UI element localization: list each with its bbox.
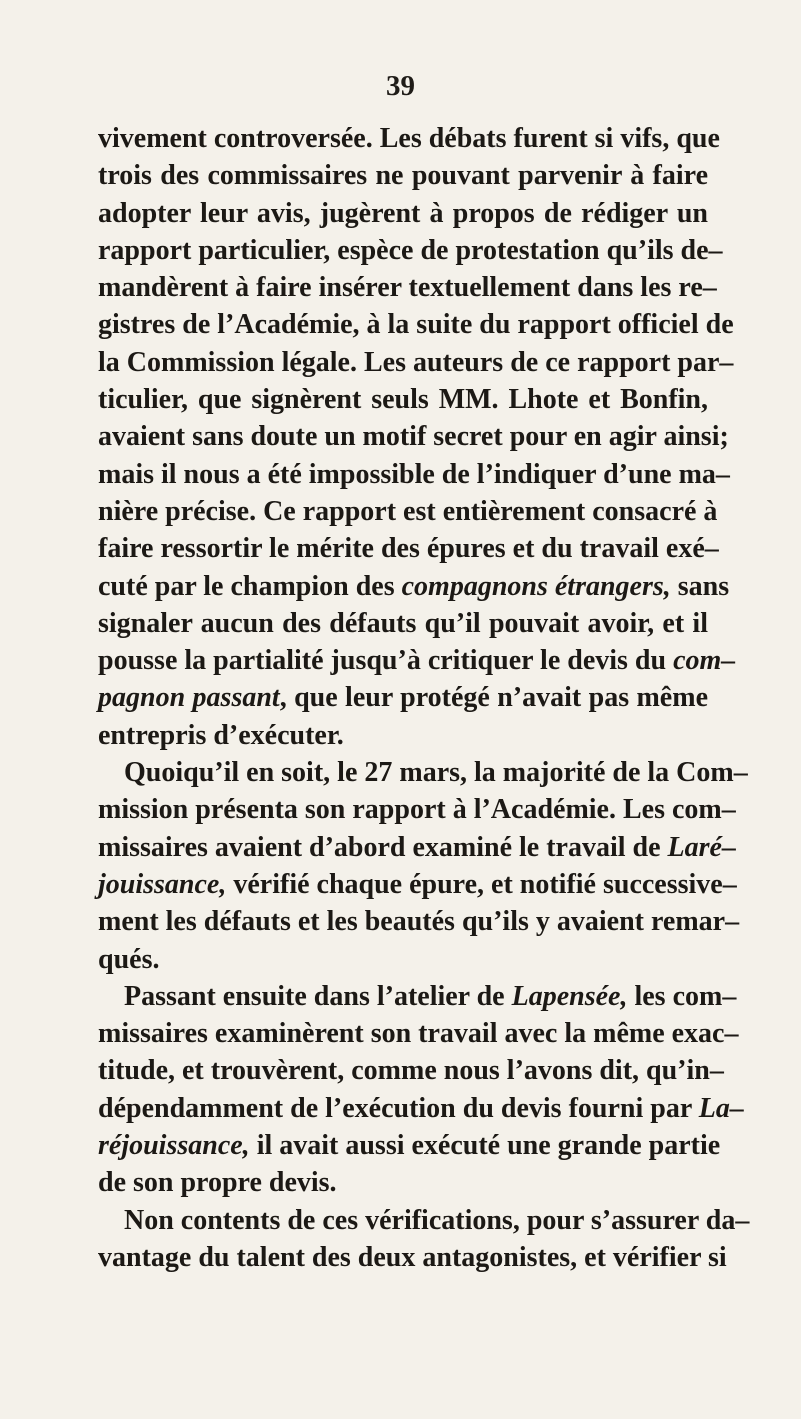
text-run: rapport particulier, espèce de protestation qu’ils de– xyxy=(98,234,723,266)
text-line xyxy=(98,1202,750,1239)
text-line xyxy=(98,1052,724,1089)
italic-text: com– xyxy=(673,645,736,677)
text-run: titude, et trouvèrent, comme nous l’avons dit, qu’in– xyxy=(98,1055,724,1087)
text-line xyxy=(98,195,708,232)
text-line xyxy=(98,903,740,940)
text-line xyxy=(98,1015,739,1052)
text-run: Passant ensuite dans l’atelier de xyxy=(124,980,512,1012)
text-run: faire ressortir le mérite des épures et du travail exé– xyxy=(98,533,719,565)
body-text xyxy=(98,120,750,1276)
page-number: 39 xyxy=(386,70,415,102)
italic-text: Lapensée, xyxy=(511,980,628,1012)
text-line xyxy=(98,344,734,381)
text-line xyxy=(98,754,748,791)
italic-text: jouissance, xyxy=(98,868,227,900)
text-run: sans xyxy=(670,570,730,602)
text-line xyxy=(98,1090,744,1127)
text-run: missaires avaient d’abord examiné le travail de xyxy=(98,831,668,863)
text-line xyxy=(98,381,708,418)
text-line xyxy=(98,605,708,642)
text-line xyxy=(98,418,729,455)
text-line xyxy=(98,829,736,866)
text-run: entrepris d’exécuter. xyxy=(98,719,344,751)
text-line xyxy=(98,1239,727,1276)
text-line xyxy=(98,493,718,530)
text-run: la Commission légale. Les auteurs de ce rapport par– xyxy=(98,346,734,378)
italic-text: pagnon passant xyxy=(98,682,280,714)
italic-text: réjouissance, xyxy=(98,1130,250,1162)
text-line xyxy=(98,120,720,157)
text-run: mais il nous a été impossible de l’indiquer d’une ma– xyxy=(98,458,730,490)
text-run: signaler aucun des défauts qu’il pouvait avoir, et il xyxy=(98,607,708,639)
text-run: vantage du talent des deux antagonistes, et vérifier si xyxy=(98,1241,727,1273)
text-run: dépendamment de l’exécution du devis fourni par xyxy=(98,1092,699,1124)
text-run: pousse la partialité jusqu’à critiquer le devis du xyxy=(98,645,674,677)
text-line xyxy=(98,456,730,493)
text-run: ticulier, que signèrent seuls MM. Lhote et Bonfin, xyxy=(98,384,708,416)
text-run: adopter leur avis, jugèrent à propos de rédiger un xyxy=(98,197,708,229)
text-run: qués. xyxy=(98,943,160,975)
text-run: mandèrent à faire insérer textuellement dans les re– xyxy=(98,272,717,304)
text-line xyxy=(98,306,734,343)
text-line xyxy=(98,530,719,567)
text-run: mission présenta son rapport à l’Académie. Les com– xyxy=(98,794,736,826)
text-line xyxy=(98,866,737,903)
italic-text: compagnons étrangers, xyxy=(401,570,671,602)
text-run: , que leur protégé n’avait pas même xyxy=(279,682,708,714)
text-line xyxy=(98,1127,721,1164)
text-run: nière précise. Ce rapport est entièrement consacré à xyxy=(98,495,718,527)
italic-text: La– xyxy=(698,1092,744,1124)
text-line xyxy=(98,978,737,1015)
text-line xyxy=(98,157,708,194)
text-run: trois des commissaires ne pouvant parvenir à faire xyxy=(98,160,708,192)
text-run: gistres de l’Académie, à la suite du rapport officiel de xyxy=(98,309,734,341)
text-line xyxy=(98,791,736,828)
text-line xyxy=(98,941,708,978)
text-run: les com– xyxy=(627,980,737,1012)
text-run: Non contents de ces vérifications, pour s’assurer da– xyxy=(124,1204,750,1236)
text-run: ment les défauts et les beautés qu’ils y avaient remar– xyxy=(98,906,740,938)
text-run: il avait aussi exécuté une grande partie xyxy=(249,1130,721,1162)
text-run: cuté par le champion des xyxy=(98,570,402,602)
text-line xyxy=(98,679,708,716)
text-run: avaient sans doute un motif secret pour en agir ainsi; xyxy=(98,421,729,453)
text-run: Quoiqu’il en soit, le 27 mars, la majorité de la Com– xyxy=(124,757,748,789)
text-run: vérifié chaque épure, et notifié successive– xyxy=(226,868,737,900)
text-line xyxy=(98,717,708,754)
text-run: de son propre devis. xyxy=(98,1167,337,1199)
text-line xyxy=(98,1164,708,1201)
text-run: vivement controversée. Les débats furent si vifs, que xyxy=(98,123,720,154)
text-line xyxy=(98,642,736,679)
text-run: missaires examinèrent son travail avec la même exac– xyxy=(98,1018,739,1050)
text-line xyxy=(98,232,723,269)
text-line xyxy=(98,269,717,306)
text-line xyxy=(98,568,730,605)
italic-text: Laré– xyxy=(667,831,736,863)
